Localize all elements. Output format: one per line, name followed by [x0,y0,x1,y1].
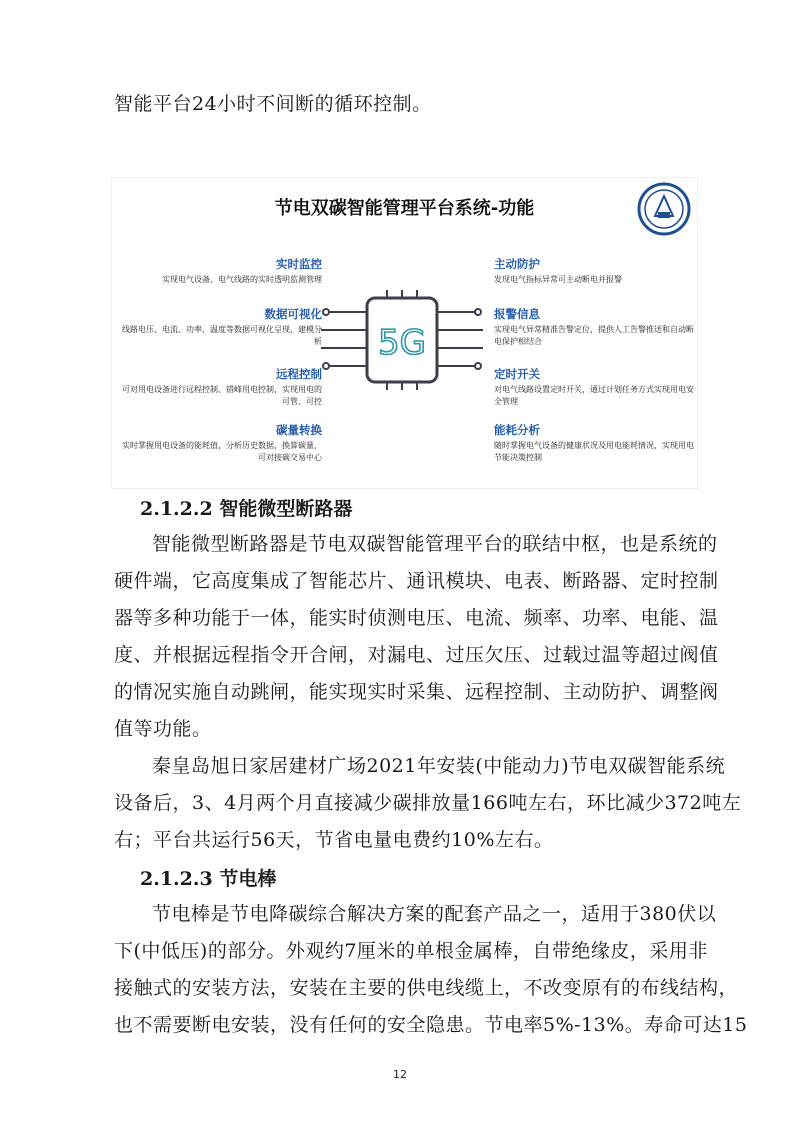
feature-realtime-monitoring [122,256,322,286]
paragraph-line: 度、并根据远程指令开合闸，对漏电、过压欠压、过载过温等超过阀值 [114,644,719,666]
feature-desc: 线路电压、电流、功率、温度等数据可视化呈现，建模分析 [122,325,322,346]
paragraph-line: 也不需要断电安装，没有任何的安全隐患。节电率5%-13%。寿命可达15 [114,1014,748,1036]
chip-label: 5G [378,323,426,363]
organization-logo-icon [637,182,691,236]
paragraph-line: 器等多种功能于一体，能实时侦测电压、电流、频率、功率、电能、温 [114,607,719,629]
feature-title: 实时监控 [276,257,322,271]
paragraph-line: 节电棒是节电降碳综合解决方案的配套产品之一，适用于380伏以 [152,903,717,925]
feature-title: 碳量转换 [276,423,322,437]
feature-desc: 实现电气设备、电气线路的实时透明监测管理 [162,275,322,284]
feature-title: 报警信息 [494,307,540,321]
feature-desc: 对电气线路设置定时开关，通过计划任务方式实现用电安全管理 [494,385,694,406]
feature-carbon-conversion [122,422,322,464]
feature-data-visualization [122,306,322,348]
section-heading-circuit-breaker: 2.1.2.2 智能微型断路器 [140,498,353,520]
paragraph-line: 智能微型断路器是节电双碳智能管理平台的联结中枢，也是系统的 [152,533,718,555]
feature-desc: 实现电气异常精准告警定位，提供人工告警推送和自动断电保护相结合 [494,325,694,346]
paragraph-line: 接触式的安装方法，安装在主要的供电线缆上，不改变原有的布线结构， [114,977,739,999]
feature-active-protection [494,256,694,286]
feature-desc: 可对用电设备进行远程控制、错峰用电控制，实现用电的可管、可控 [122,385,322,406]
section-heading-power-saving-rod: 2.1.2.3 节电棒 [140,868,277,890]
feature-timer-switch [494,366,694,408]
paragraph-line: 硬件端，它高度集成了智能芯片、通讯模块、电表、断路器、定时控制 [114,570,719,592]
feature-alarm-info [494,306,694,348]
paragraph-line: 智能平台24小时不间断的循环控制。 [114,93,432,115]
5g-chip-icon [317,290,487,390]
paragraph-line: 的情况实施自动跳闸，能实现实时采集、远程控制、主动防护、调整阀 [114,681,719,703]
feature-desc: 随时掌握电气设备的健康状况及用电能耗情况，实现用电节能决策控制 [494,441,694,462]
feature-desc: 实时掌握用电设备的能耗值，分析历史数据，换算碳量，可对接碳交易中心 [122,441,322,462]
platform-function-figure [112,178,697,488]
figure-title: 节电双碳智能管理平台系统-功能 [274,198,535,219]
feature-title: 主动防护 [494,257,540,271]
paragraph-line: 右；平台共运行56天，节省电量电费约10%左右。 [114,829,554,851]
paragraph-line: 设备后，3、4月两个月直接减少碳排放量166吨左右，环比减少372吨左 [114,792,742,814]
paragraph-line: 下(中低压)的部分。外观约7厘米的单根金属棒，自带绝缘皮，采用非 [114,940,708,962]
page-number: 12 [393,1068,407,1081]
feature-desc: 发现电气指标异常可主动断电并报警 [494,275,622,284]
feature-title: 能耗分析 [494,423,540,437]
feature-title: 远程控制 [276,367,322,381]
feature-title: 数据可视化 [264,307,322,321]
paragraph-line: 值等功能。 [114,718,212,740]
feature-energy-analysis [494,422,694,464]
feature-title: 定时开关 [494,367,540,381]
paragraph-line: 秦皇岛旭日家居建材广场2021年安装(中能动力)节电双碳智能系统 [152,755,726,777]
feature-remote-control [122,366,322,408]
